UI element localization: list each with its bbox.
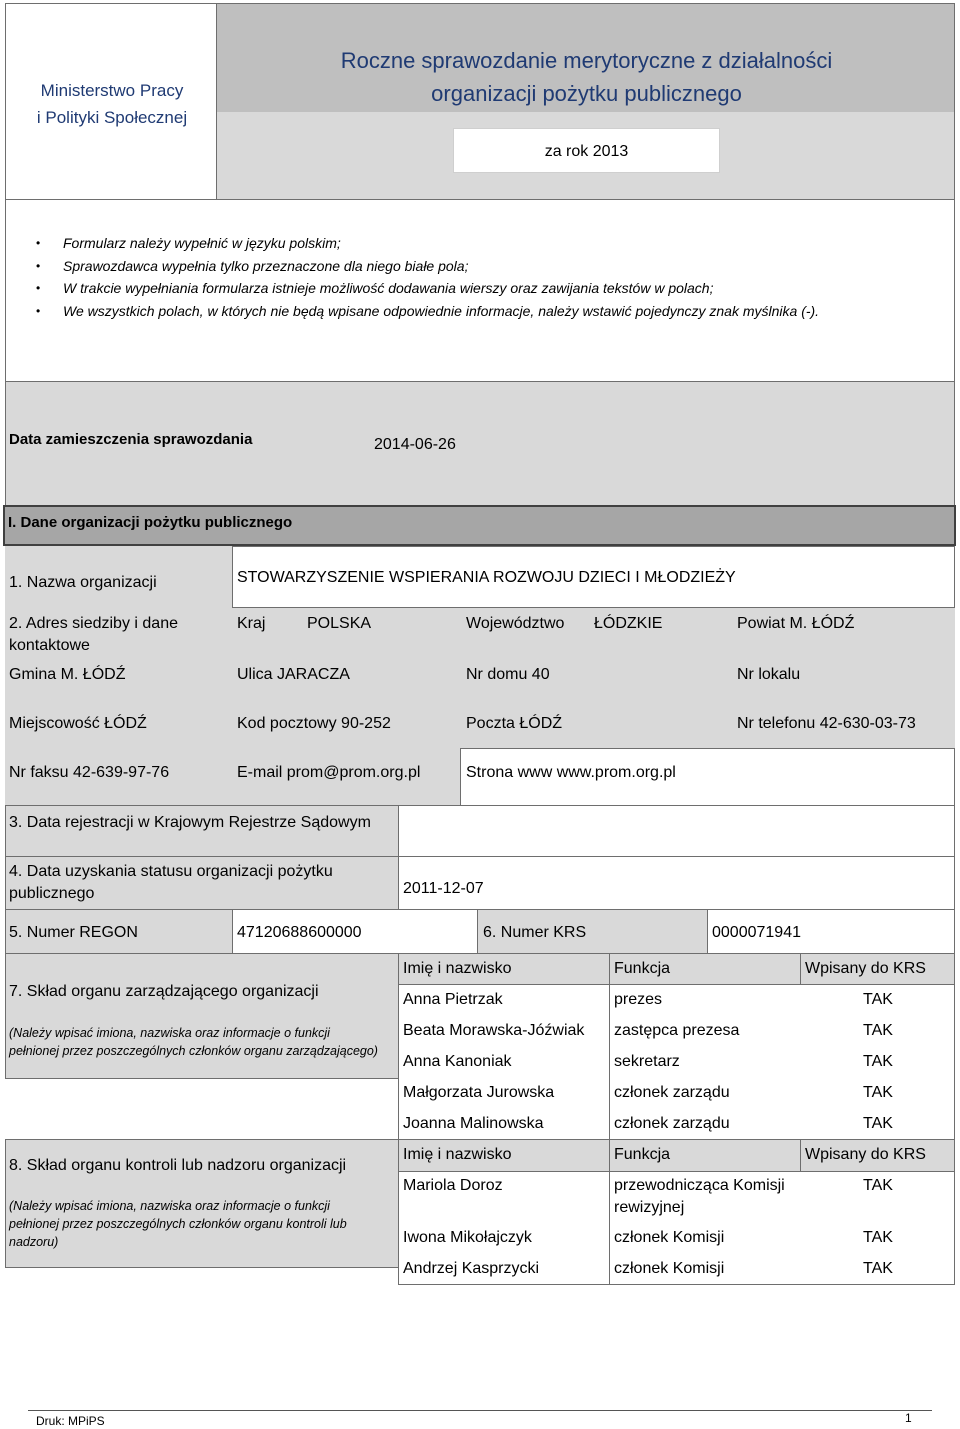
section-1-header [3,505,956,546]
house-number-field: Nr domu 40 [466,666,550,683]
year-field[interactable] [453,128,720,173]
email-field: E-mail prom@prom.org.pl [237,764,421,781]
page-number: 1 [905,1411,912,1425]
street-field: Ulica JARACZA [237,666,350,683]
board-member-krs: TAK [863,1084,893,1101]
board-member-function: członek zarządu [614,1084,730,1101]
instructions-list [6,232,946,322]
opp-status-label-line1: 4. Data uzyskania statusu organizacji pożytku [9,863,333,880]
postal-code-field: Kod pocztowy 90-252 [237,715,391,732]
supervision-note-line3: nadzoru) [9,1235,59,1249]
fax-field: Nr faksu 42-639-97-76 [9,764,170,781]
board-member-name: Anna Pietrzak [403,991,503,1008]
supervision-member-name: Mariola Doroz [403,1177,503,1194]
supervision-header-function: Funkcja [614,1146,671,1163]
year-label: za rok 2013 [544,143,629,160]
phone-field: Nr telefonu 42-630-03-73 [737,715,916,732]
address-label [9,613,178,657]
supervision-note-line2: pełnionej przez poszczególnych członków organu kontroli lub [9,1217,347,1231]
flat-number-field: Nr lokalu [737,666,801,683]
voivodeship-value: ŁÓDZKIE [594,615,663,632]
website-field[interactable] [460,748,955,806]
voivodeship-label: Województwo [466,615,565,632]
publication-date: 2014-06-26 [374,436,456,453]
ministry-name-line2: i Polityki Społecznej [36,108,188,127]
board-member-name: Beata Morawska-Jóźwiak [403,1022,585,1039]
board-member-function: prezes [614,991,663,1008]
board-note [9,1024,378,1060]
opp-status-value: 2011-12-07 [403,880,484,897]
org-name-label: 1. Nazwa organizacji [9,574,157,591]
address-label-line2: kontaktowe [9,637,90,654]
district-field: Powiat M. ŁÓDŹ [737,615,855,632]
ministry-name-line1: Ministerstwo Pracy [40,81,184,100]
krs-number-field[interactable] [707,909,955,954]
krs-number-label: 6. Numer KRS [483,924,587,941]
supervision-header-krs: Wpisany do KRS [805,1146,926,1163]
board-member-name: Małgorzata Jurowska [403,1084,555,1101]
board-member-function: sekretarz [614,1053,680,1070]
supervision-member-krs: TAK [863,1229,893,1246]
opp-status-label [9,861,333,905]
regon-value: 47120688600000 [237,924,362,941]
board-label-box [5,953,399,1079]
title-box [216,3,955,113]
opp-status-field[interactable] [398,856,955,910]
year-band [216,112,955,200]
supervision-member-function: członek Komisji [614,1260,725,1277]
board-member-name: Anna Kanoniak [403,1053,512,1070]
publication-label: Data zamieszczenia sprawozdania [9,431,253,448]
board-note-line2: pełnionej przez poszczególnych członków organu zarządzającego) [9,1044,378,1058]
report-title-line2: organizacji pożytku publicznego [431,81,742,106]
supervision-member-function: członek Komisji [614,1229,725,1246]
board-member-krs: TAK [863,1053,893,1070]
publication-box [5,381,955,506]
board-note-line1: (Należy wpisać imiona, nazwiska oraz informacje o funkcji [9,1026,330,1040]
supervision-member-name: Andrzej Kasprzycki [403,1260,540,1277]
city-field: Miejscowość ŁÓDŹ [9,715,147,732]
board-header-function: Funkcja [614,960,671,977]
board-header-krs: Wpisany do KRS [805,960,926,977]
opp-status-label-line2: publicznego [9,885,95,902]
supervision-header-name: Imię i nazwisko [403,1146,512,1163]
instruction-item: • We wszystkich polach, w których nie będą wpisane odpowiednie informacje, należy wstawić pojedynczy znak myślnika (-). [6,300,946,323]
regon-field[interactable] [232,909,478,954]
instruction-item: • Formularz należy wypełnić w języku polskim; [6,232,946,255]
board-member-function: zastępca prezesa [614,1022,740,1039]
supervision-member-function-line2: rewizyjnej [614,1199,685,1216]
country-value: POLSKA [307,615,372,632]
website-value: Strona www www.prom.org.pl [466,764,676,781]
commune-field: Gmina M. ŁÓDŹ [9,666,126,683]
board-label: 7. Skład organu zarządzającego organizacji [9,983,319,1000]
krs-registration-field[interactable] [398,805,955,857]
supervision-note [9,1197,347,1251]
footer-divider [28,1410,932,1411]
board-table [398,953,955,1140]
board-member-krs: TAK [863,1115,893,1132]
address-label-line1: 2. Adres siedziby i dane [9,615,178,632]
footer-print-label: Druk: MPiPS [36,1414,105,1428]
board-member-function: członek zarządu [614,1115,730,1132]
regon-label: 5. Numer REGON [9,924,138,941]
board-member-name: Joanna Malinowska [403,1115,544,1132]
supervision-label: 8. Skład organu kontroli lub nadzoru organizacji [9,1157,347,1174]
org-name-value: STOWARZYSZENIE WSPIERANIA ROZWOJU DZIECI I MŁODZIEŻY [237,569,736,586]
report-title-line1: Roczne sprawozdanie merytoryczne z działalności [340,48,833,73]
supervision-member-function-line1: przewodnicząca Komisji [614,1177,785,1194]
board-header-name: Imię i nazwisko [403,960,512,977]
krs-registration-label: 3. Data rejestracji w Krajowym Rejestrze Sądowym [9,814,371,831]
country-label: Kraj [237,615,266,632]
supervision-label-box [5,1139,399,1268]
ministry-box [5,3,217,200]
supervision-member-function [614,1175,785,1219]
board-member-krs: TAK [863,991,893,1008]
krs-number-value: 0000071941 [712,924,801,941]
supervision-member-name: Iwona Mikołajczyk [403,1229,532,1246]
post-office-field: Poczta ŁÓDŹ [466,715,563,732]
supervision-note-line1: (Należy wpisać imiona, nazwiska oraz informacje o funkcji [9,1199,330,1213]
instruction-item: • Sprawozdawca wypełnia tylko przeznaczone dla niego białe pola; [6,255,946,278]
board-member-krs: TAK [863,1022,893,1039]
section-1-title: I. Dane organizacji pożytku publicznego [8,514,293,531]
org-name-field[interactable] [232,546,955,608]
supervision-member-krs: TAK [863,1260,893,1277]
instruction-item: • W trakcie wypełniania formularza istnieje możliwość dodawania wierszy oraz zawijania tekstów w polach; [6,277,946,300]
instructions-box [5,199,955,382]
supervision-member-krs: TAK [863,1177,893,1194]
